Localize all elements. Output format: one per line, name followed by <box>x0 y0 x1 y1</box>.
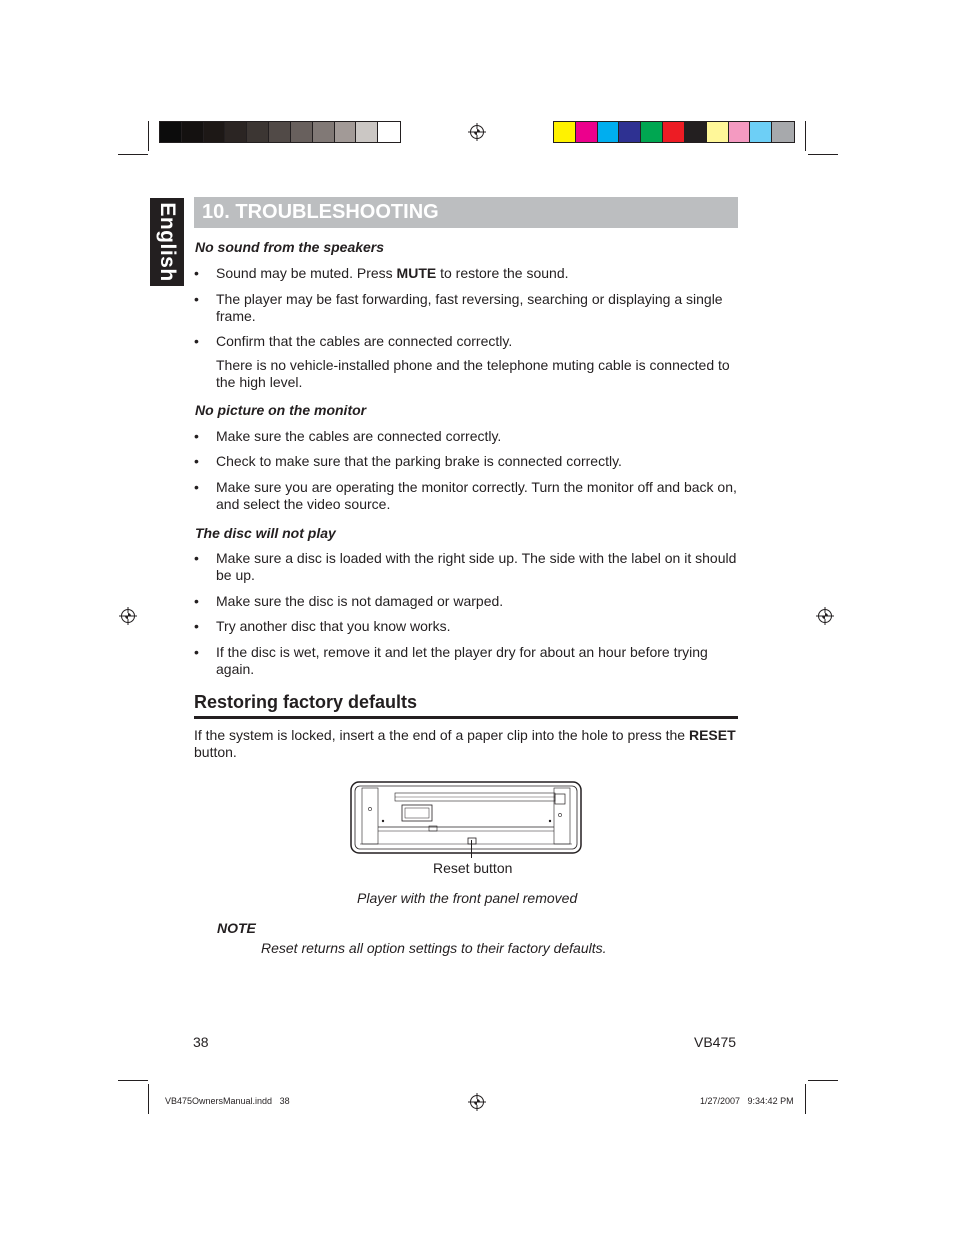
color-swatch <box>685 122 707 142</box>
figure-caption: Player with the front panel removed <box>357 890 578 906</box>
list-item: • Make sure the cables are connected correctly. <box>216 428 742 445</box>
crop-mark <box>808 1080 838 1081</box>
registration-mark-icon <box>470 125 484 139</box>
list-item: • Make sure a disc is loaded with the right side up. The side with the label on it should be up. <box>216 550 742 584</box>
color-swatch <box>204 122 226 142</box>
color-swatch <box>335 122 357 142</box>
color-bar <box>553 121 795 143</box>
color-swatch <box>269 122 291 142</box>
crop-mark <box>808 154 838 155</box>
note-label: NOTE <box>217 920 256 936</box>
note-text: Reset returns all option settings to their factory defaults. <box>261 940 607 956</box>
page-number: 38 <box>193 1034 209 1050</box>
color-swatch <box>663 122 685 142</box>
color-swatch <box>313 122 335 142</box>
crop-mark <box>118 1080 148 1081</box>
paragraph: If the system is locked, insert a the end of a paper clip into the hole to press the RESET button. <box>194 727 736 760</box>
list-item: • Sound may be muted. Press MUTE to restore the sound. <box>216 265 742 282</box>
crop-mark <box>805 1084 806 1114</box>
language-tab <box>150 198 184 286</box>
crop-mark <box>805 121 806 151</box>
list-item: • Make sure the disc is not damaged or warped. <box>216 593 742 610</box>
color-swatch <box>554 122 576 142</box>
color-swatch <box>750 122 772 142</box>
list-item: • Try another disc that you know works. <box>216 618 742 635</box>
registration-mark-icon <box>121 609 135 623</box>
subheading: The disc will not play <box>195 525 336 541</box>
subheading: No sound from the speakers <box>195 239 385 255</box>
list-item: • Confirm that the cables are connected correctly. <box>216 333 742 350</box>
color-swatch <box>160 122 182 142</box>
list-item: • Check to make sure that the parking brake is connected correctly. <box>216 453 742 470</box>
section-title: 10. TROUBLESHOOTING <box>194 197 738 228</box>
color-swatch <box>598 122 620 142</box>
color-swatch <box>356 122 378 142</box>
color-swatch <box>378 122 400 142</box>
list-item: • The player may be fast forwarding, fast reversing, searching or displaying a single frame. <box>216 291 742 325</box>
callout-label: Reset button <box>433 860 513 876</box>
player-illustration <box>350 781 582 854</box>
callout-line <box>471 840 472 858</box>
grayscale-bar <box>159 121 401 143</box>
crop-mark <box>148 1084 149 1114</box>
color-swatch <box>619 122 641 142</box>
crop-mark <box>118 154 148 155</box>
paragraph: There is no vehicle-installed phone and the telephone muting cable is connected to the high level. <box>216 357 730 390</box>
model-number: VB475 <box>694 1034 737 1050</box>
color-swatch <box>225 122 247 142</box>
color-swatch <box>182 122 204 142</box>
crop-mark <box>148 121 149 151</box>
subheading: No picture on the monitor <box>195 402 367 418</box>
color-swatch <box>576 122 598 142</box>
color-swatch <box>772 122 794 142</box>
registration-mark-icon <box>818 609 832 623</box>
section-heading: Restoring factory defaults <box>194 692 738 719</box>
list-item: • Make sure you are operating the monitor correctly. Turn the monitor off and back on, and select the video source. <box>216 479 742 513</box>
color-swatch <box>707 122 729 142</box>
language-tab-label: English <box>156 202 179 282</box>
color-swatch <box>291 122 313 142</box>
registration-mark-icon <box>470 1095 484 1109</box>
slug-timestamp: 1/27/2007 9:34:42 PM <box>700 1096 794 1106</box>
slug-filename: VB475OwnersManual.indd 38 <box>165 1096 290 1106</box>
list-item: • If the disc is wet, remove it and let the player dry for about an hour before trying again. <box>216 644 742 678</box>
color-swatch <box>247 122 269 142</box>
color-swatch <box>729 122 751 142</box>
color-swatch <box>641 122 663 142</box>
